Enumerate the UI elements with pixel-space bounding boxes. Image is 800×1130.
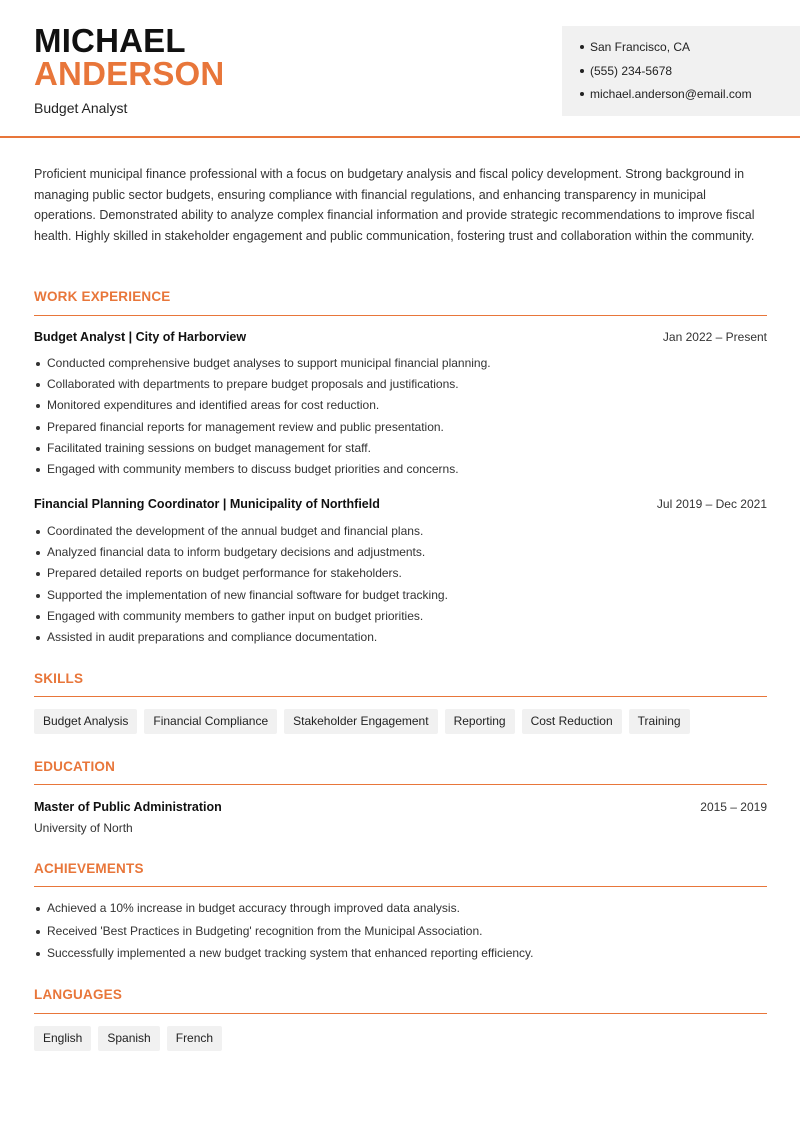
job-dates: Jan 2022 – Present bbox=[662, 330, 767, 344]
skill-tag: Cost Reduction bbox=[522, 709, 622, 734]
section-title-work: WORK EXPERIENCE bbox=[34, 289, 171, 304]
list-item: Engaged with community members to gather input on budget priorities. bbox=[34, 609, 767, 630]
contact-email[interactable]: michael.anderson@email.com bbox=[580, 87, 800, 111]
achievements-list bbox=[34, 901, 774, 969]
skills-tags bbox=[34, 709, 690, 734]
job-header bbox=[34, 497, 767, 511]
list-item: Achieved a 10% increase in budget accuracy through improved data analysis. bbox=[34, 901, 774, 924]
job-role: Budget Analyst | City of Harborview bbox=[34, 330, 247, 344]
education-school: University of North bbox=[34, 821, 133, 835]
skill-tag: Reporting bbox=[445, 709, 515, 734]
contact-phone: (555) 234-5678 bbox=[580, 64, 800, 88]
list-item: Assisted in audit preparations and compliance documentation. bbox=[34, 630, 767, 651]
skill-tag: Training bbox=[629, 709, 690, 734]
job-role: Financial Planning Coordinator | Municipality of Northfield bbox=[34, 497, 380, 511]
list-item: Prepared detailed reports on budget performance for stakeholders. bbox=[34, 566, 767, 587]
skill-tag: Budget Analysis bbox=[34, 709, 137, 734]
list-item: Analyzed financial data to inform budgetary decisions and adjustments. bbox=[34, 545, 767, 566]
education-degree: Master of Public Administration bbox=[34, 800, 222, 814]
section-title-achievements: ACHIEVEMENTS bbox=[34, 861, 144, 876]
first-name: MICHAEL bbox=[34, 22, 186, 59]
job-dates: Jul 2019 – Dec 2021 bbox=[656, 497, 767, 511]
job-bullets bbox=[34, 524, 767, 651]
resume-header bbox=[0, 0, 800, 138]
language-tag: French bbox=[167, 1026, 222, 1051]
contact-box bbox=[562, 26, 800, 116]
list-item: Facilitated training sessions on budget management for staff. bbox=[34, 441, 767, 462]
list-item: Prepared financial reports for management review and public presentation. bbox=[34, 420, 767, 441]
list-item: Received 'Best Practices in Budgeting' recognition from the Municipal Association. bbox=[34, 924, 774, 947]
last-name: ANDERSON bbox=[34, 55, 225, 92]
list-item: Engaged with community members to discuss budget priorities and concerns. bbox=[34, 462, 767, 483]
summary-paragraph: Proficient municipal finance professional with a focus on budgetary analysis and fiscal policy development. Strong background in managing public sector budgets, ensuring compliance with financial regulations, and enhancing transparency in municipal operations. Demonstrated ability to analyze complex financial information and provide strategic recommendations to improve fiscal health. Highly skilled in stakeholder engagement and public communication, fostering trust and collaboration within the community. bbox=[34, 167, 755, 243]
language-tags bbox=[34, 1026, 222, 1051]
list-item: Collaborated with departments to prepare budget proposals and justifications. bbox=[34, 377, 767, 398]
section-divider bbox=[34, 1013, 767, 1014]
section-divider bbox=[34, 886, 767, 887]
job-bullets bbox=[34, 356, 767, 483]
list-item: Supported the implementation of new financial software for budget tracking. bbox=[34, 588, 767, 609]
list-item: Conducted comprehensive budget analyses to support municipal financial planning. bbox=[34, 356, 767, 377]
skill-tag: Stakeholder Engagement bbox=[284, 709, 437, 734]
list-item: Monitored expenditures and identified areas for cost reduction. bbox=[34, 398, 767, 419]
section-title-languages: LANGUAGES bbox=[34, 987, 123, 1002]
job-header bbox=[34, 330, 767, 344]
list-item: Successfully implemented a new budget tracking system that enhanced reporting efficiency. bbox=[34, 946, 774, 969]
language-tag: Spanish bbox=[98, 1026, 159, 1051]
language-tag: English bbox=[34, 1026, 91, 1051]
section-divider bbox=[34, 696, 767, 697]
contact-location: San Francisco, CA bbox=[580, 40, 800, 64]
section-title-skills: SKILLS bbox=[34, 671, 84, 686]
section-title-education: EDUCATION bbox=[34, 759, 116, 774]
job-title: Budget Analyst bbox=[34, 100, 128, 116]
education-dates: 2015 – 2019 bbox=[700, 800, 767, 814]
section-divider bbox=[34, 784, 767, 785]
section-divider bbox=[34, 315, 767, 316]
skill-tag: Financial Compliance bbox=[144, 709, 277, 734]
list-item: Coordinated the development of the annual budget and financial plans. bbox=[34, 524, 767, 545]
